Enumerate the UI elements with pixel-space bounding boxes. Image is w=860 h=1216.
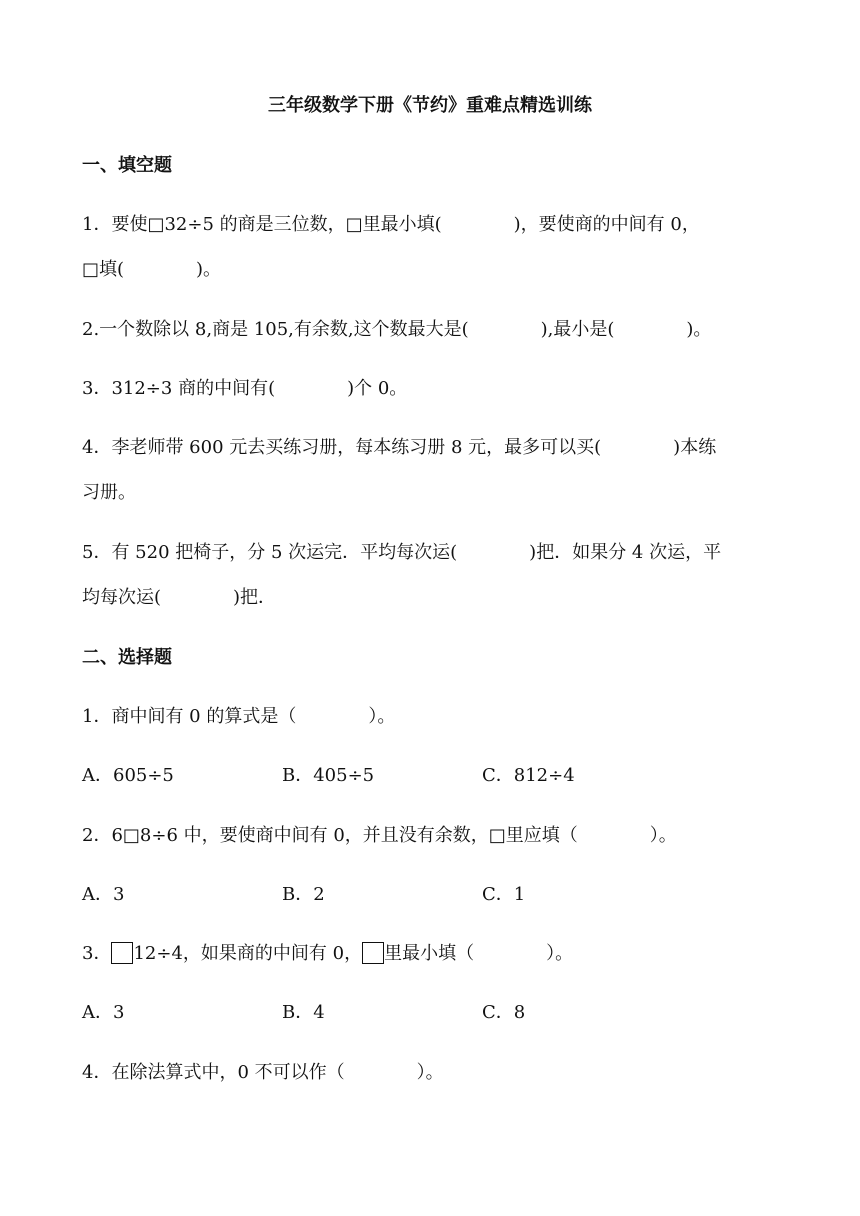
blank-box — [111, 942, 133, 964]
question-text: 2．6□8÷6 中，要使商中间有 0，并且没有余数，□里应填（ ）。 — [82, 825, 677, 846]
blank-box — [362, 942, 384, 964]
section-heading-fill-in: 一、填空题 — [82, 155, 172, 176]
option-c: C．1 — [482, 884, 526, 905]
option-a: A．3 — [82, 884, 125, 905]
question-text: 5．有 520 把椅子，分 5 次运完．平均每次运( )把．如果分 4 次运，平 — [82, 542, 722, 563]
question-text-middle: 12÷4，如果商的中间有 0， — [133, 943, 363, 964]
question-text: 4．在除法算式中，0 不可以作（ ）。 — [82, 1062, 444, 1083]
question-text: 均每次运( )把． — [82, 587, 277, 608]
page-title: 三年级数学下册《节约》重难点精选训练 — [268, 95, 592, 116]
question-text: □填( )。 — [82, 259, 222, 280]
option-b: B．4 — [282, 1002, 325, 1023]
question-text: 3．312÷3 商的中间有( )个 0。 — [82, 378, 408, 399]
question-text-end: 里最小填（ ）。 — [384, 943, 574, 964]
option-c: C．8 — [482, 1002, 526, 1023]
question-text: 4．李老师带 600 元去买练习册，每本练习册 8 元，最多可以买( )本练 — [82, 437, 717, 458]
question-number: 3． — [82, 943, 112, 964]
section-heading-choice: 二、选择题 — [82, 647, 172, 668]
option-c: C．812÷4 — [482, 765, 575, 786]
question-text: 习册。 — [82, 482, 136, 503]
option-a: A．605÷5 — [82, 765, 174, 786]
option-b: B．405÷5 — [282, 765, 375, 786]
question-text: 2.一个数除以 8,商是 105,有余数,这个数最大是( ),最小是( )。 — [82, 319, 712, 340]
option-a: A．3 — [82, 1002, 125, 1023]
question-text: 1．要使□32÷5 的商是三位数，□里最小填( )，要使商的中间有 0， — [82, 214, 700, 235]
question-text: 1．商中间有 0 的算式是（ ）。 — [82, 706, 396, 727]
option-b: B．2 — [282, 884, 325, 905]
question-text — [82, 942, 573, 966]
